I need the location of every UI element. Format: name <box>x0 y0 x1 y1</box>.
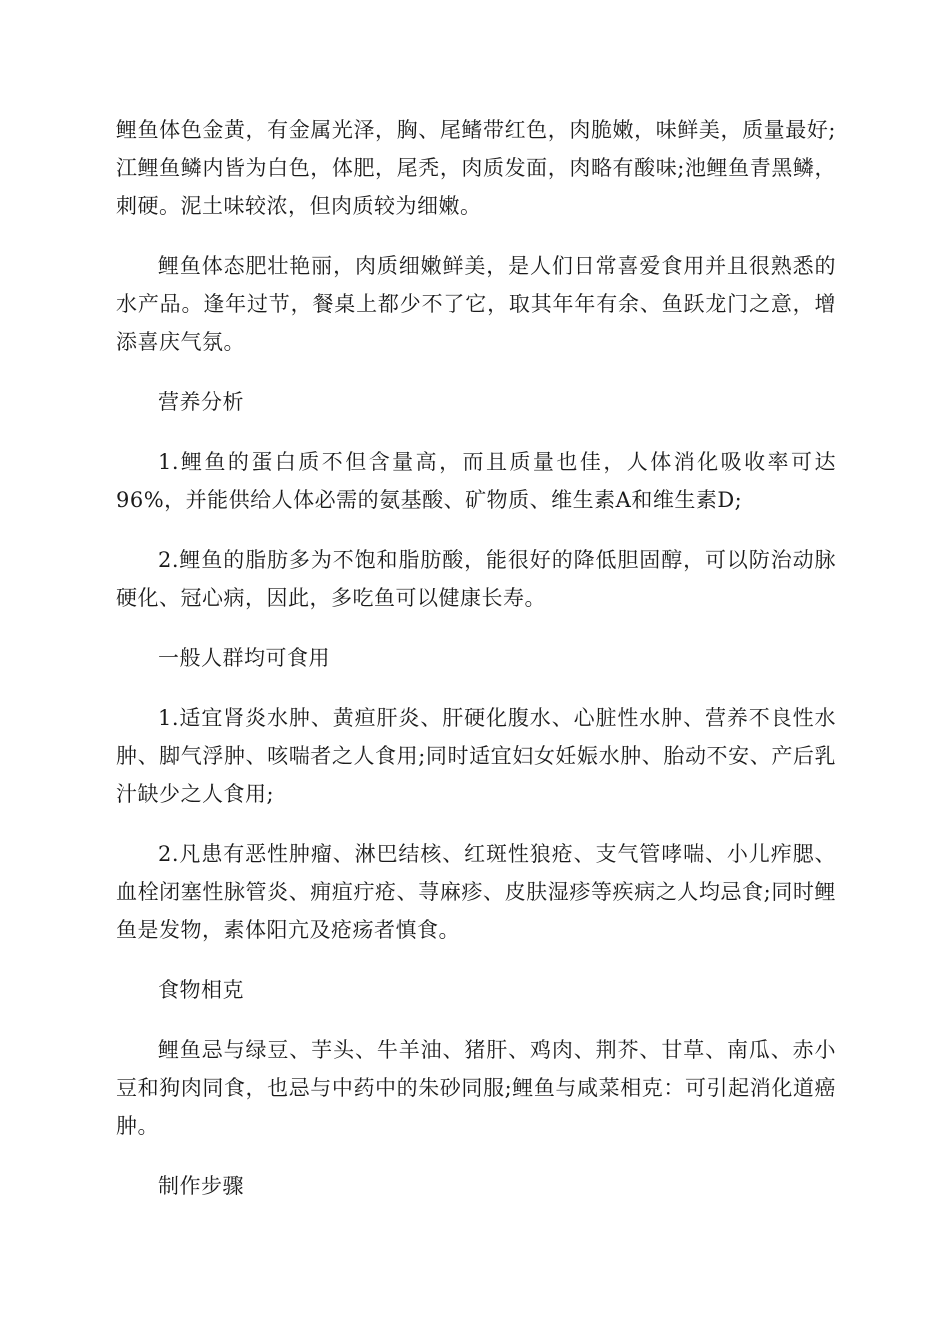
section-heading-suitable-people: 一般人群均可食用 <box>158 646 330 670</box>
document-body <box>116 111 836 1227</box>
paragraph-suitable-2: 2.凡患有恶性肿瘤、淋巴结核、红斑性狼疮、支气管哮喘、小儿痄腮、血栓闭塞性脉管炎、痈疽疔疮、荨麻疹、皮肤湿疹等疾病之人均忌食;同时鲤鱼是发物，素体阳亢及疮疡者慎食。 <box>116 842 836 942</box>
paragraph-nutrition-1: 1.鲤鱼的蛋白质不但含量高，而且质量也佳，人体消化吸收率可达96%，并能供给人体必需的氨基酸、矿物质、维生素A和维生素D; <box>116 450 836 512</box>
paragraph-food-conflicts: 鲤鱼忌与绿豆、芋头、牛羊油、猪肝、鸡肉、荆芥、甘草、南瓜、赤小豆和狗肉同食，也忌与中药中的朱砂同服;鲤鱼与咸菜相克：可引起消化道癌肿。 <box>116 1038 836 1138</box>
section-heading-food-conflicts: 食物相克 <box>158 978 244 1002</box>
paragraph-nutrition-2: 2.鲤鱼的脂肪多为不饱和脂肪酸，能很好的降低胆固醇，可以防治动脉硬化、冠心病，因此，多吃鱼可以健康长寿。 <box>116 548 836 610</box>
section-heading-preparation-steps: 制作步骤 <box>158 1174 244 1198</box>
paragraph-suitable-1: 1.适宜肾炎水肿、黄疸肝炎、肝硬化腹水、心脏性水肿、营养不良性水肿、脚气浮肿、咳喘者之人食用;同时适宜妇女妊娠水肿、胎动不安、产后乳汁缺少之人食用; <box>116 706 836 806</box>
paragraph-carp-varieties: 鲤鱼体色金黄，有金属光泽，胸、尾鳍带红色，肉脆嫩，味鲜美，质量最好;江鲤鱼鳞内皆为白色，体肥，尾秃，肉质发面，肉略有酸味;池鲤鱼青黑鳞，刺硬。泥土味较浓，但肉质较为细嫩。 <box>116 118 836 218</box>
paragraph-carp-intro: 鲤鱼体态肥壮艳丽，肉质细嫩鲜美，是人们日常喜爱食用并且很熟悉的水产品。逢年过节，餐桌上都少不了它，取其年年有余、鱼跃龙门之意，增添喜庆气氛。 <box>116 254 836 354</box>
section-heading-nutrition: 营养分析 <box>158 390 244 414</box>
